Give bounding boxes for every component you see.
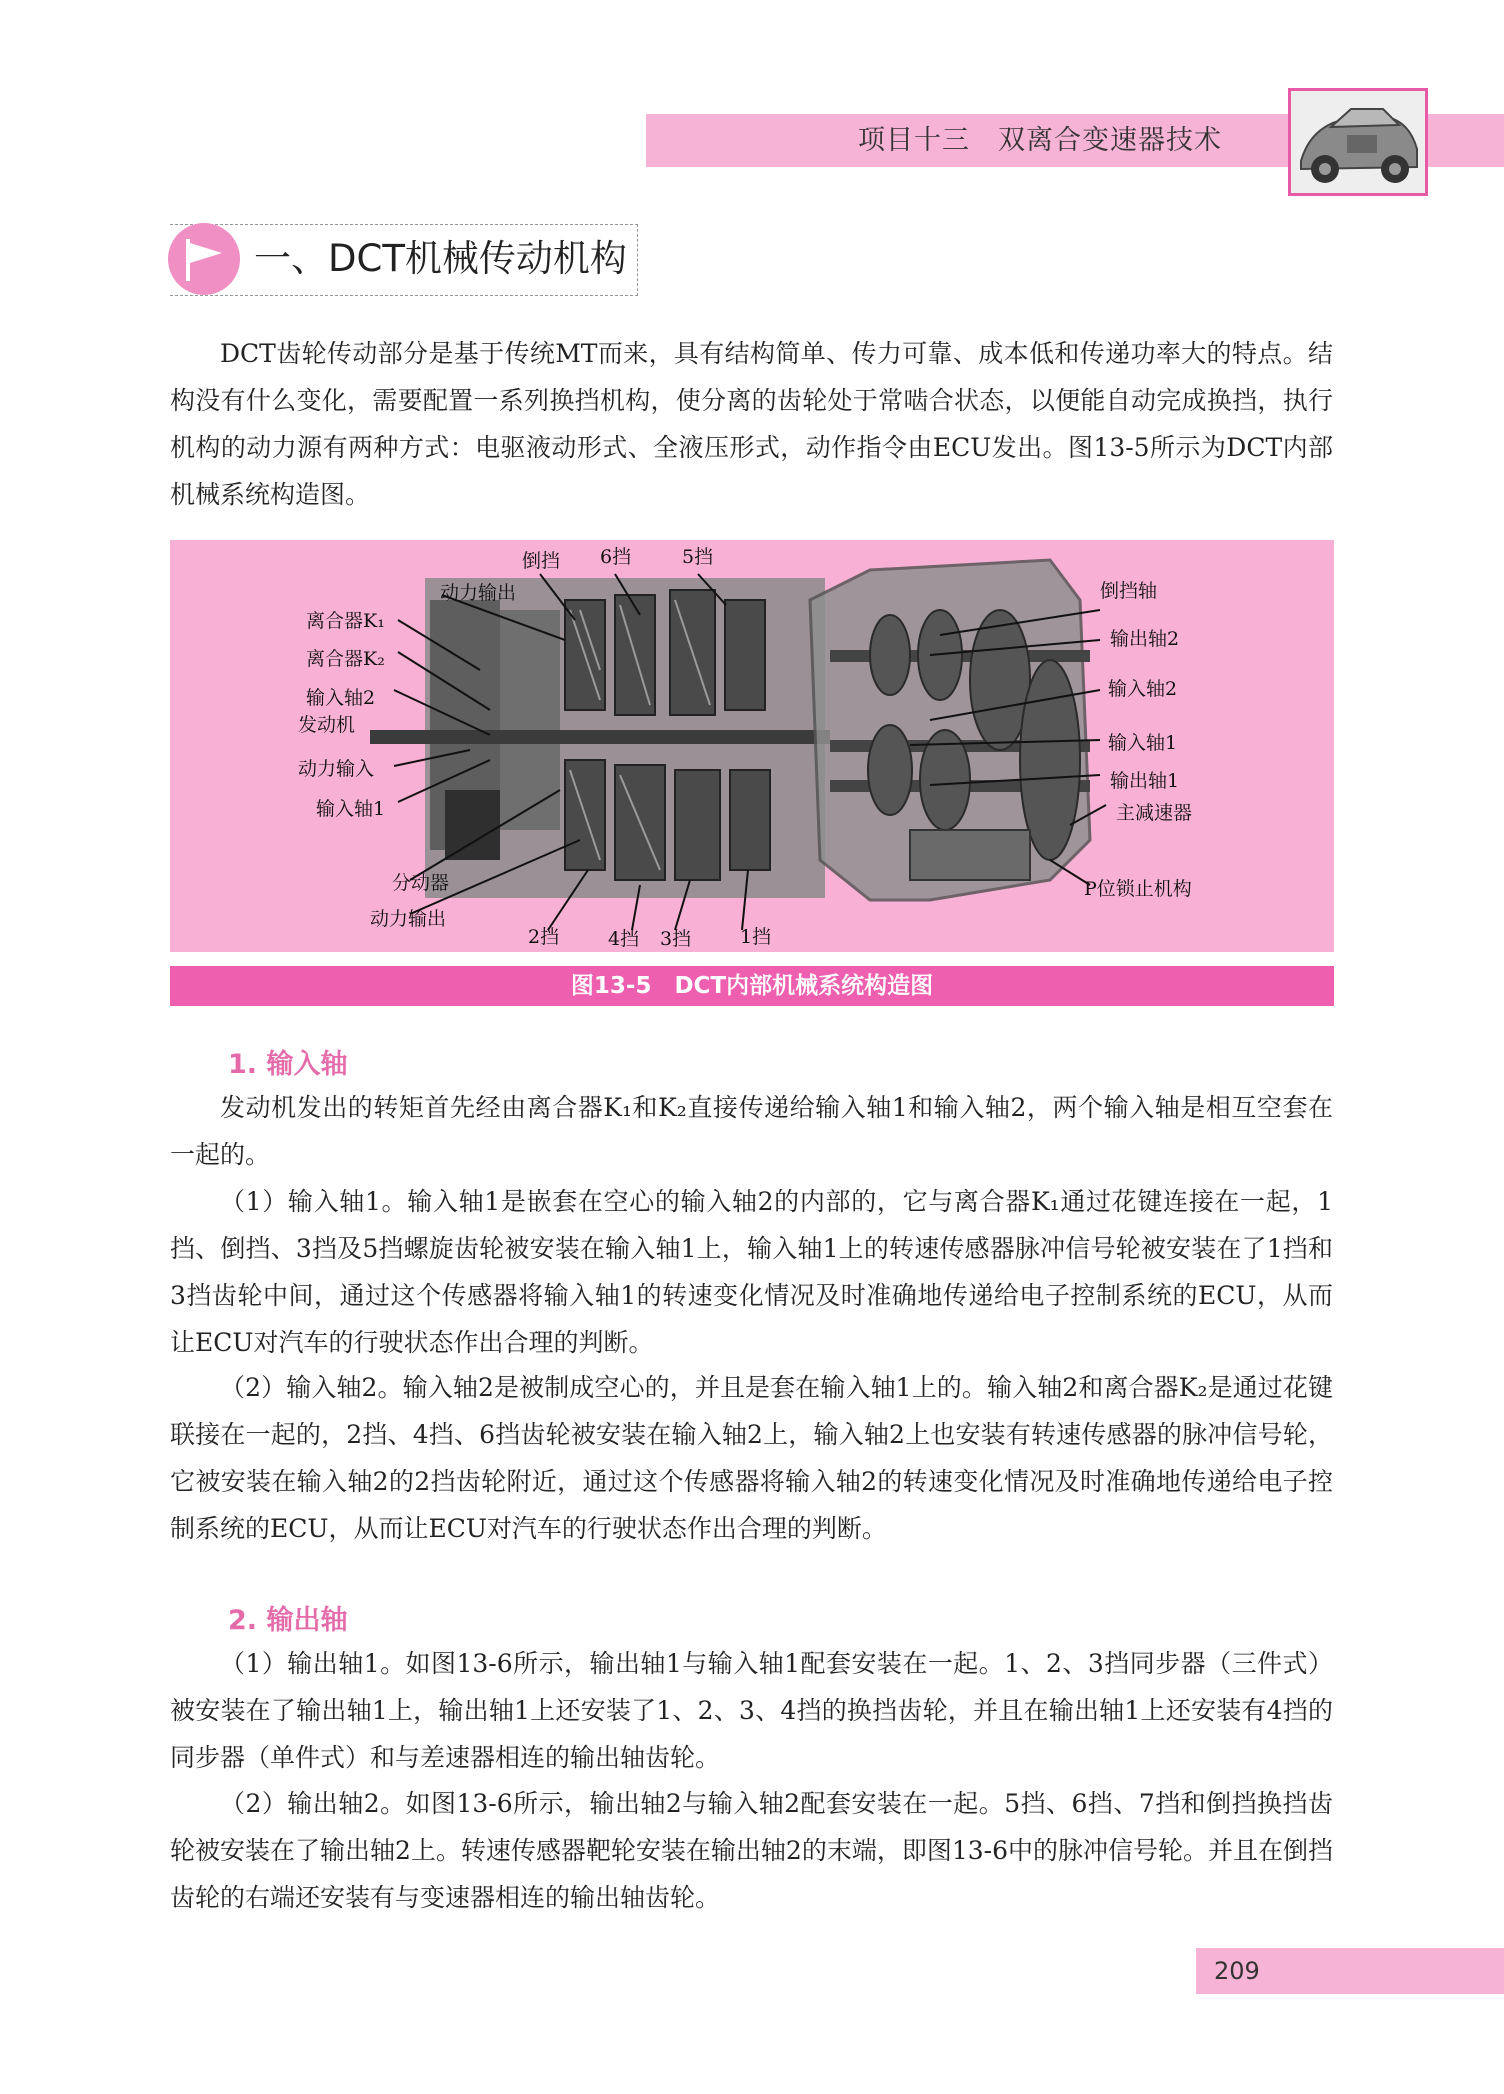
label-6th-gear: 6挡 [600, 546, 632, 568]
s1-paragraph-1: 发动机发出的转矩首先经由离合器K₁和K₂直接传递给输入轴1和输入轴2，两个输入轴是相互空套在一起的。 [170, 1093, 1333, 1169]
label-power-output-top: 动力输出 [440, 582, 517, 604]
label-clutch-k1: 离合器K₁ [306, 610, 385, 632]
right-cutaway-illustration [810, 560, 1090, 900]
label-engine: 发动机 [298, 714, 356, 736]
section-title: 一、DCT机械传动机构 [254, 237, 627, 280]
label-input-shaft-1-right: 输入轴1 [1108, 732, 1178, 754]
label-output-shaft-2: 输出轴2 [1110, 628, 1180, 650]
subsection-2-title: 2. 输出轴 [228, 1605, 348, 1636]
intro-paragraph: DCT齿轮传动部分是基于传统MT而来，具有结构简单、传力可靠、成本低和传递功率大的特点。结构没有什么变化，需要配置一系列换挡机构，使分离的齿轮处于常啮合状态，以便能自动完成换挡，执行机构的动力源有两种方式：电驱液动形式、全液压形式，动作指令由ECU发出。图13-5所示为DCT内部机械系统构造图。 [170, 339, 1333, 509]
s1-paragraph-3: （2）输入轴2。输入轴2是被制成空心的，并且是套在输入轴1上的。输入轴2和离合器K₂是通过花键联接在一起的，2挡、4挡、6挡齿轮被安装在输入轴2上，输入轴2上也安装有转速传感器的脉冲信号轮，它被安装在输入轴2的2挡齿轮附近，通过这个传感器将输入轴2的转速变化情况及时准确地传递给电子控制系统的ECU，从而让ECU对汽车的行驶状态作出合理的判断。 [170, 1373, 1333, 1543]
header-title: 项目十三 双离合变速器技术 [858, 125, 1222, 156]
label-3rd-gear: 3挡 [660, 928, 692, 950]
label-reverse-shaft: 倒挡轴 [1100, 580, 1158, 602]
page-number: 209 [1214, 1957, 1260, 1985]
dct-figure [170, 540, 1334, 952]
s2-paragraph-1: （1）输出轴1。如图13-6所示，输出轴1与输入轴1配套安装在一起。1、2、3挡同步器（三件式）被安装在了输出轴1上，输出轴1上还安装了1、2、3、4挡的换挡齿轮，并且在输出轴1上还安装有4挡的同步器（单件式）和与差速器相连的输出轴齿轮。 [170, 1649, 1333, 1772]
label-5th-gear: 5挡 [682, 546, 714, 568]
s2-paragraph-2: （2）输出轴2。如图13-6所示，输出轴2与输入轴2配套安装在一起。5挡、6挡、7挡和倒挡换挡齿轮被安装在了输出轴2上。转速传感器靶轮安装在输出轴2的末端，即图13-6中的脉冲信号轮。并且在倒挡齿轮的右端还安装有与变速器相连的输出轴齿轮。 [170, 1789, 1333, 1912]
label-1st-gear: 1挡 [740, 926, 772, 948]
figure-caption: 图13-5 DCT内部机械系统构造图 [170, 966, 1334, 1006]
label-final-drive: 主减速器 [1116, 802, 1193, 824]
label-power-input: 动力输入 [298, 758, 375, 780]
label-4th-gear: 4挡 [608, 928, 640, 950]
s1-paragraph-2: （1）输入轴1。输入轴1是嵌套在空心的输入轴2的内部的，它与离合器K₁通过花键连接在一起，1挡、倒挡、3挡及5挡螺旋齿轮被安装在输入轴1上，输入轴1上的转速传感器脉冲信号轮被安装在了1挡和3挡齿轮中间，通过这个传感器将输入轴1的转速变化情况及时准确地传递给电子控制系统的ECU，从而让ECU对汽车的行驶状态作出合理的判断。 [170, 1187, 1333, 1357]
label-input-shaft-1-left: 输入轴1 [316, 798, 386, 820]
label-input-shaft-2-left: 输入轴2 [306, 687, 376, 709]
label-2nd-gear: 2挡 [528, 926, 560, 948]
left-cutaway-illustration [370, 578, 830, 898]
label-output-shaft-1: 输出轴1 [1110, 770, 1180, 792]
flag-icon [168, 223, 240, 295]
label-power-output-bottom: 动力输出 [370, 908, 447, 930]
label-transfer-case: 分动器 [392, 872, 450, 894]
label-input-shaft-2-right: 输入轴2 [1108, 678, 1178, 700]
label-park-lock: P位锁止机构 [1084, 878, 1192, 900]
car-thumbnail [1288, 88, 1428, 196]
label-clutch-k2: 离合器K₂ [306, 648, 385, 670]
label-reverse-gear: 倒挡 [522, 550, 561, 572]
subsection-1-title: 1. 输入轴 [228, 1049, 348, 1080]
